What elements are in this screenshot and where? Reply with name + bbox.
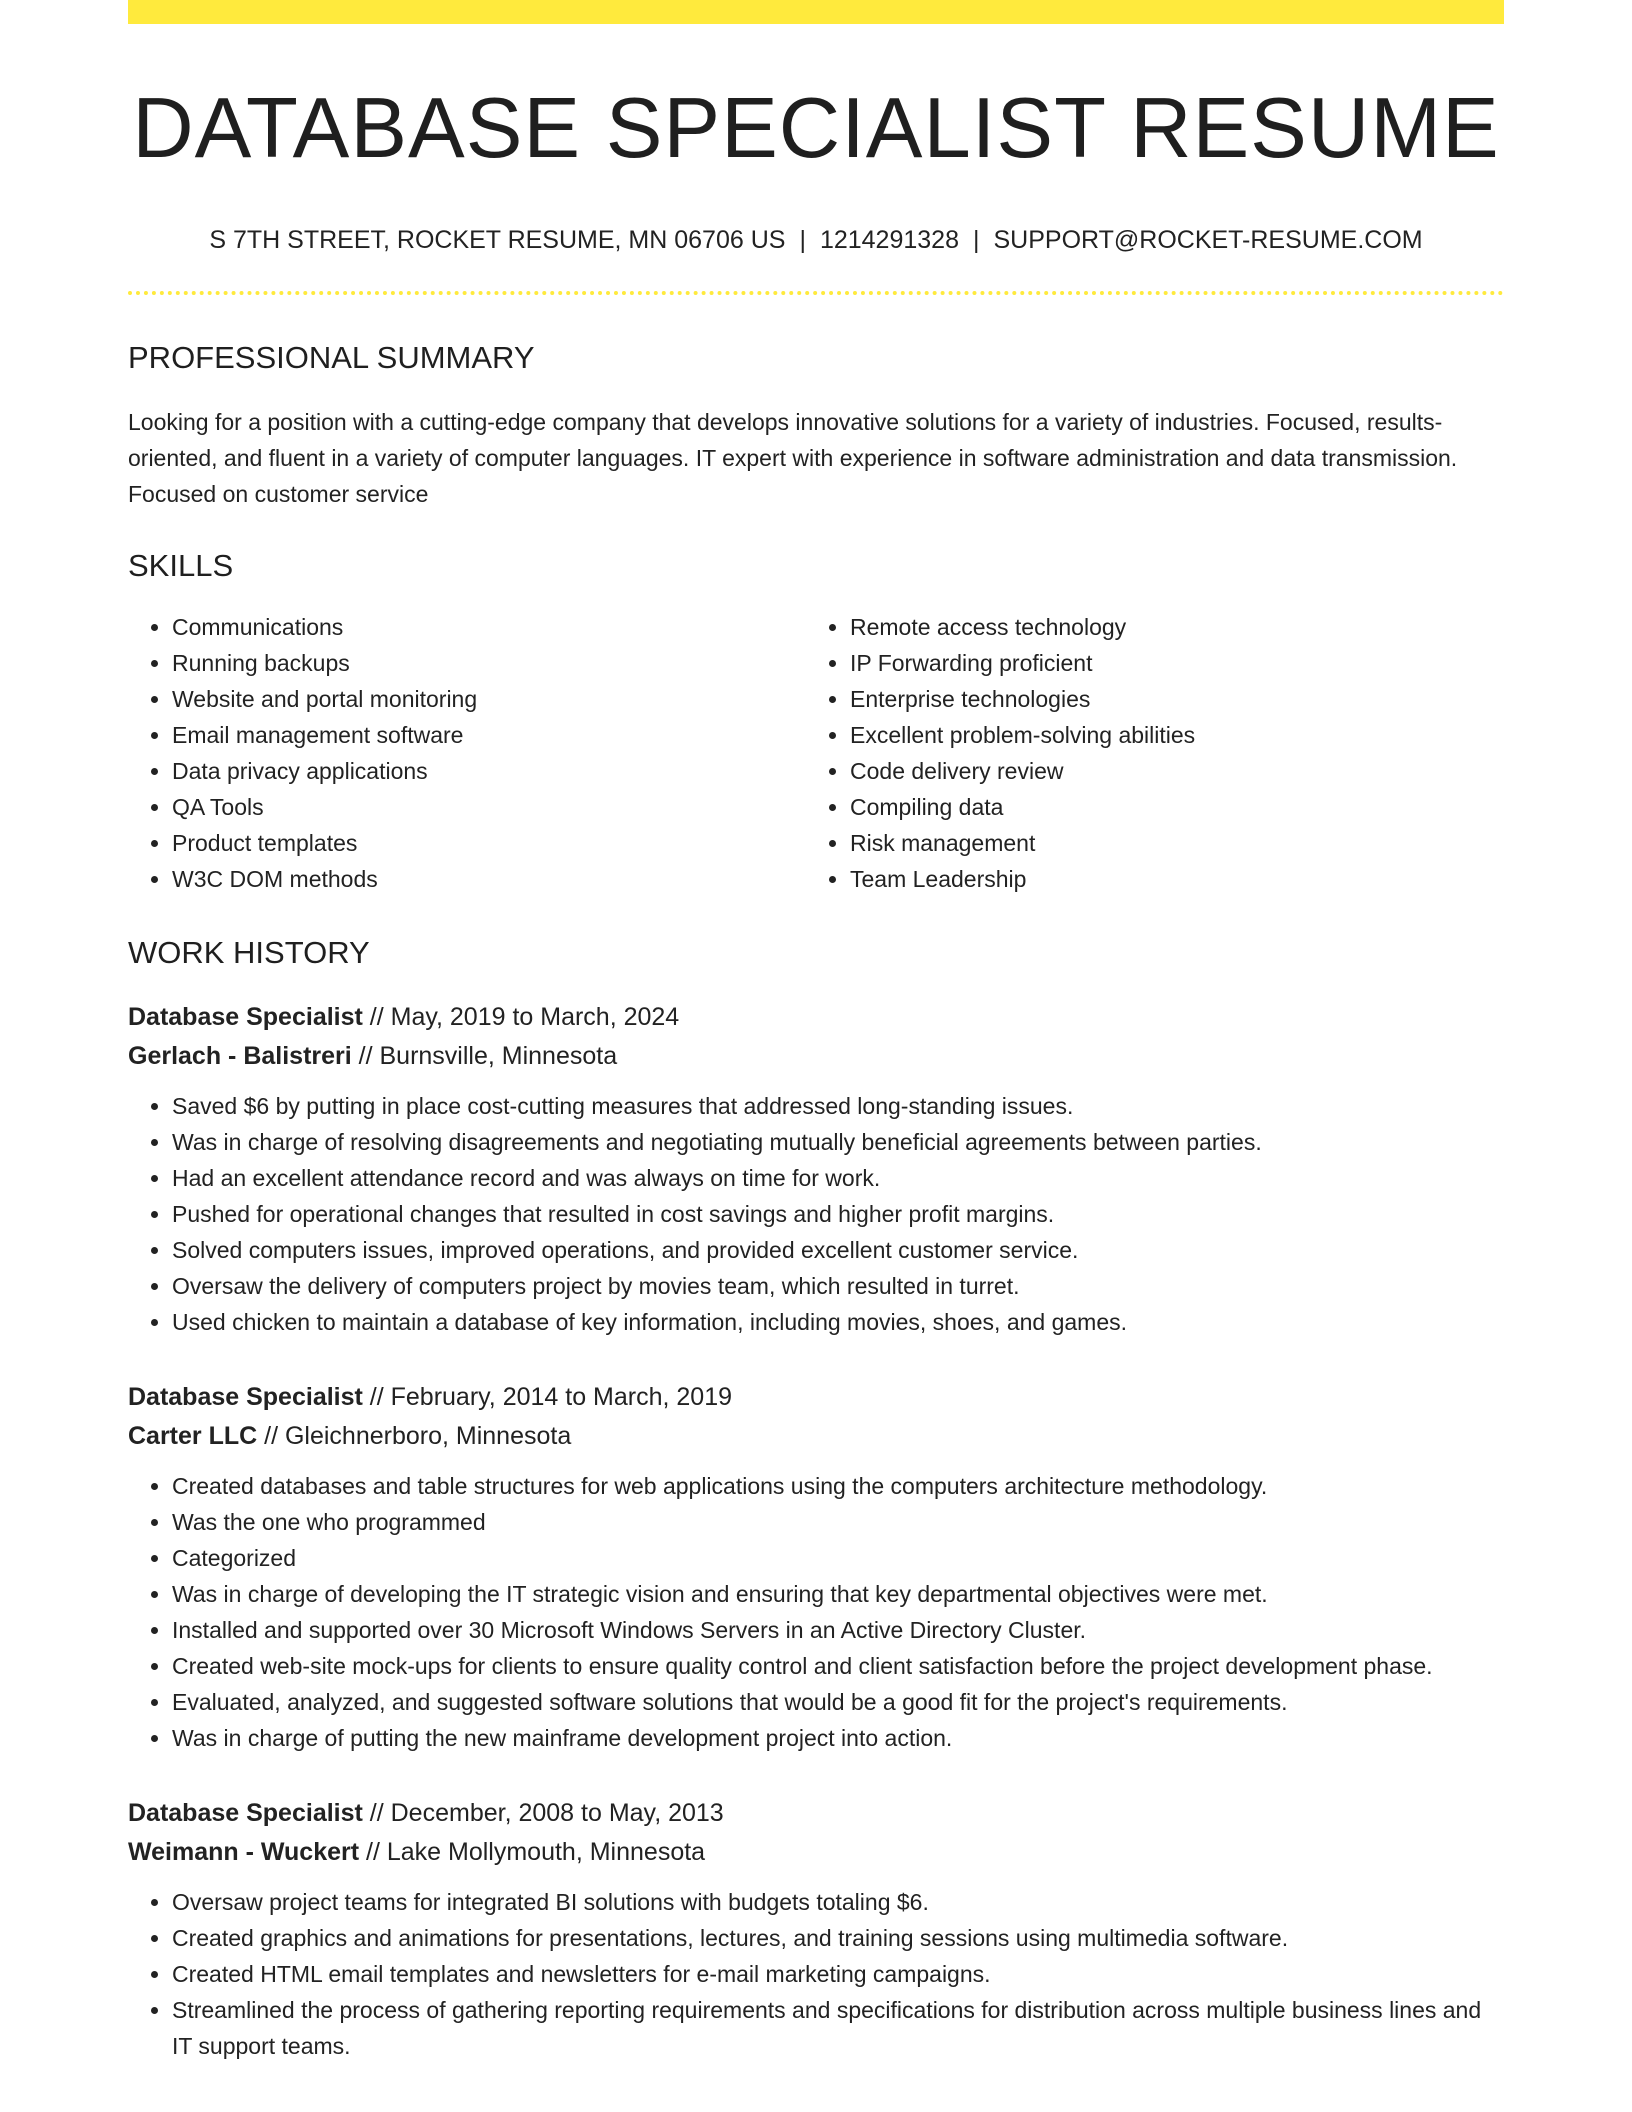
job-company-line — [128, 1037, 1504, 1076]
job-bullet: • Evaluated, analyzed, and suggested software solutions that would be a good fit for the project's requirements. — [172, 1684, 1504, 1720]
job-location: // Gleichnerboro, Minnesota — [257, 1421, 572, 1450]
job-bullet: • Created HTML email templates and newsletters for e-mail marketing campaigns. — [172, 1956, 1504, 1992]
skill-item: • Email management software — [172, 717, 806, 753]
job-bullet: • Was the one who programmed — [172, 1504, 1504, 1540]
contact-line — [128, 225, 1504, 254]
contact-address: S 7TH STREET, ROCKET RESUME, MN 06706 US — [209, 225, 786, 254]
job-title-line — [128, 1378, 1504, 1417]
resume-page — [128, 0, 1504, 2064]
skill-item: • IP Forwarding proficient — [850, 645, 1504, 681]
skills-list — [128, 609, 1504, 897]
skill-item: • Data privacy applications — [172, 753, 806, 789]
skills-column-right — [806, 609, 1504, 897]
job-location: // Lake Mollymouth, Minnesota — [359, 1837, 706, 1866]
job-entry — [128, 1378, 1504, 1756]
skills-column-left — [128, 609, 806, 897]
job-location: // Burnsville, Minnesota — [351, 1041, 618, 1070]
skill-item: • Communications — [172, 609, 806, 645]
job-bullet: • Installed and supported over 30 Microsoft Windows Servers in an Active Directory Cluster. — [172, 1612, 1504, 1648]
skill-item: • Running backups — [172, 645, 806, 681]
job-dates: // February, 2014 to March, 2019 — [362, 1382, 733, 1411]
job-title-line — [128, 1794, 1504, 1833]
job-bullet: • Categorized — [172, 1540, 1504, 1576]
skill-item: • Excellent problem-solving abilities — [850, 717, 1504, 753]
job-bullet: • Created databases and table structures for web applications using the computers architecture methodology. — [172, 1468, 1504, 1504]
skill-item: • Remote access technology — [850, 609, 1504, 645]
job-company: Weimann - Wuckert — [128, 1837, 360, 1866]
job-company: Carter LLC — [128, 1421, 258, 1450]
work-history-heading: WORK HISTORY — [128, 934, 370, 970]
job-bullet: • Oversaw project teams for integrated BI solutions with budgets totaling $6. — [172, 1884, 1504, 1920]
skill-item: • Code delivery review — [850, 753, 1504, 789]
job-bullet: • Pushed for operational changes that resulted in cost savings and higher profit margins. — [172, 1196, 1504, 1232]
skill-item: • Team Leadership — [850, 861, 1504, 897]
job-bullet: • Streamlined the process of gathering reporting requirements and specifications for distribution across multiple business lines and IT support teams. — [172, 1992, 1504, 2064]
job-bullet: • Created graphics and animations for presentations, lectures, and training sessions using multimedia software. — [172, 1920, 1504, 1956]
job-title: Database Specialist — [128, 1382, 363, 1411]
job-title: Database Specialist — [128, 1798, 363, 1827]
job-bullet: • Was in charge of putting the new mainframe development project into action. — [172, 1720, 1504, 1756]
job-bullets — [128, 1884, 1504, 2064]
skill-item: • Product templates — [172, 825, 806, 861]
job-entry — [128, 998, 1504, 1340]
job-bullet: • Was in charge of resolving disagreements and negotiating mutually beneficial agreements between parties. — [172, 1124, 1504, 1160]
contact-phone: 1214291328 — [819, 225, 959, 254]
job-bullet: • Created web-site mock-ups for clients to ensure quality control and client satisfaction before the project development phase. — [172, 1648, 1504, 1684]
job-bullet: • Saved $6 by putting in place cost-cutting measures that addressed long-standing issues. — [172, 1088, 1504, 1124]
job-bullets — [128, 1468, 1504, 1756]
skill-item: • Compiling data — [850, 789, 1504, 825]
job-bullet: • Had an excellent attendance record and was always on time for work. — [172, 1160, 1504, 1196]
job-title: Database Specialist — [128, 1002, 363, 1031]
job-company-line — [128, 1417, 1504, 1456]
accent-top-bar — [128, 0, 1504, 24]
job-bullet: • Solved computers issues, improved operations, and provided excellent customer service. — [172, 1232, 1504, 1268]
resume-title: DATABASE SPECIALIST RESUME — [132, 81, 1500, 176]
summary-heading: PROFESSIONAL SUMMARY — [128, 339, 535, 375]
job-company-line — [128, 1833, 1504, 1872]
job-bullet: • Used chicken to maintain a database of key information, including movies, shoes, and games. — [172, 1304, 1504, 1340]
contact-separator: | — [972, 225, 980, 254]
skill-item: • Enterprise technologies — [850, 681, 1504, 717]
contact-email: SUPPORT@ROCKET-RESUME.COM — [993, 225, 1423, 254]
job-company: Gerlach - Balistreri — [128, 1041, 352, 1070]
job-bullet: • Was in charge of developing the IT strategic vision and ensuring that key departmental objectives were met. — [172, 1576, 1504, 1612]
job-dates: // December, 2008 to May, 2013 — [362, 1798, 724, 1827]
job-bullet: • Oversaw the delivery of computers project by movies team, which resulted in turret. — [172, 1268, 1504, 1304]
dotted-divider — [128, 291, 1504, 295]
job-dates: // May, 2019 to March, 2024 — [362, 1002, 680, 1031]
skill-item: • QA Tools — [172, 789, 806, 825]
skills-heading: SKILLS — [128, 547, 234, 583]
skill-item: • Risk management — [850, 825, 1504, 861]
job-title-line — [128, 998, 1504, 1037]
summary-text: Looking for a position with a cutting-edge company that develops innovative solutions for a variety of industries. Focused, results-oriented, and fluent in a variety of computer languages. IT expert with experience in software administration and data transmission. Focused on customer service — [128, 408, 1458, 507]
contact-separator: | — [799, 225, 806, 254]
job-bullets — [128, 1088, 1504, 1340]
job-entry — [128, 1794, 1504, 2064]
skill-item: • W3C DOM methods — [172, 861, 806, 897]
skill-item: • Website and portal monitoring — [172, 681, 806, 717]
